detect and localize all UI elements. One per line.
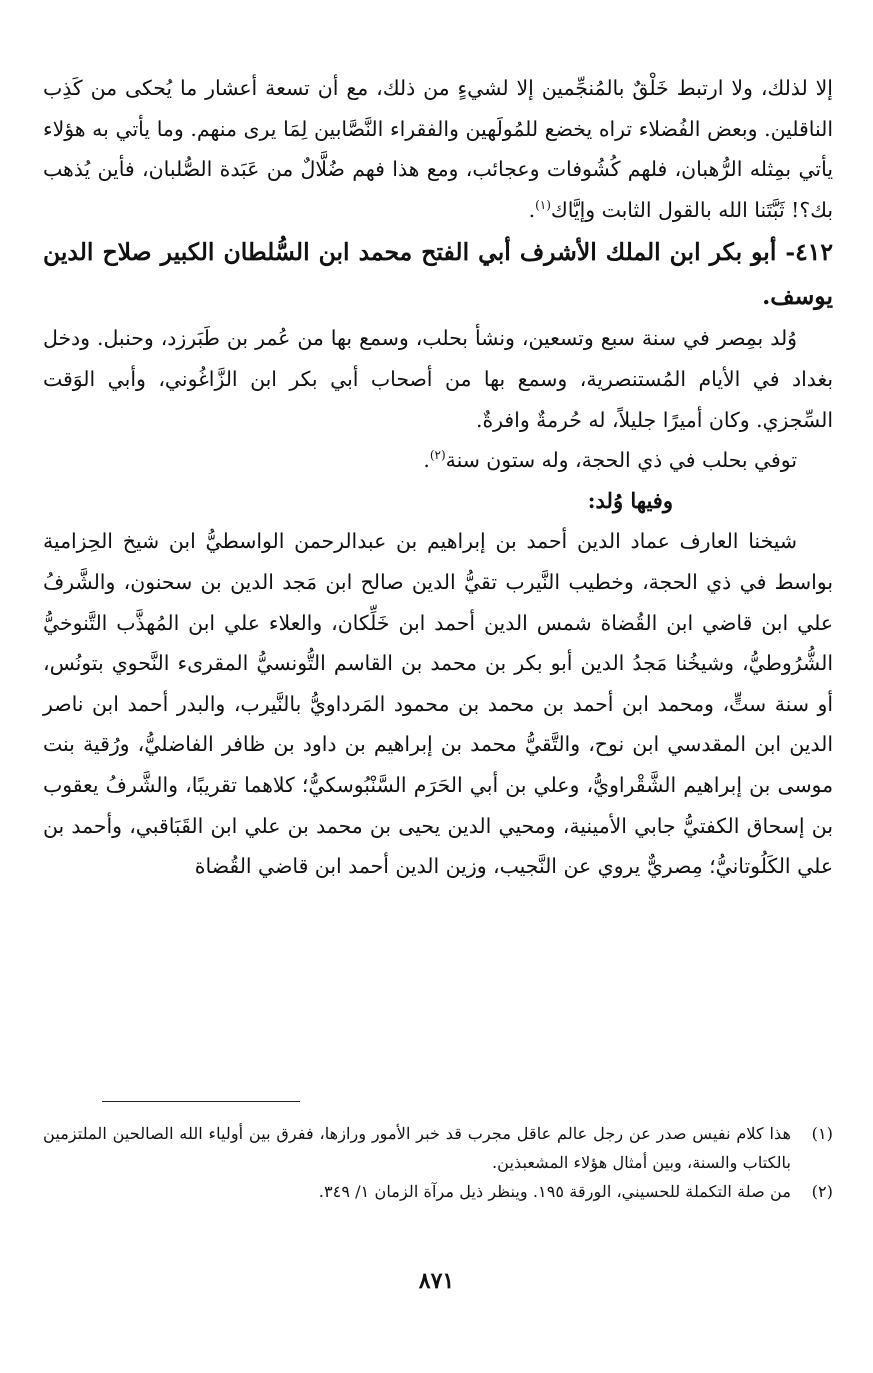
footnote-text: من صلة التكملة للحسيني، الورقة ١٩٥. وينظر ذيل مرآة الزمان ١/ ٣٤٩. [318, 1182, 791, 1201]
text-line: النَّصَّابين لِمَا يرى منهم. وما يأتي به هؤلاء يأتي بمِثله الرُّهبان، فلهم كُشُوفات [43, 116, 833, 182]
main-text [43, 68, 833, 887]
footnote-text: هذا كلام نفيس صدر عن رجل عالم عاقل مجرب قد خبر الأمور ورازها، ففرق بين أولياء الله الصالحين الملتزمين بالكتاب والسنة، وبين أمثال هؤلاء المشعبذين. [43, 1124, 791, 1172]
footnote-number: (١) [811, 1124, 833, 1143]
death-note: توفي بحلب في ذي الحجة، وله ستون سنة [445, 448, 797, 473]
footnote-2 [43, 1177, 833, 1206]
paragraph-3 [43, 440, 833, 481]
sub-heading: وفيها وُلد: [587, 487, 673, 513]
paragraph-1 [43, 68, 833, 230]
paragraph-2: وُلد بمِصر في سنة سبع وتسعين، ونشأ بحلب، وسمع بها من عُمر بن طَبَرزد، وحنبل. ودخل بغداد في الأيام المُستنصرية، وسمع بها من أصحاب أبي بكر ابن الزَّاغُوني، وأبي الوَقت السِّجزي. وكان أميرًا جليلاً، له حُرمةٌ وافرةٌ. [43, 326, 833, 432]
paragraph-4: شيخنا العارف عماد الدين أحمد بن إبراهيم بن عبدالرحمن الواسطيُّ ابن شيخ الحِزامية بواسط في ذي الحجة، وخطيب النَّيرب تقيُّ الدين صالح ابن مَجد الدين بن سحنون، والشَّرفُ علي ابن قاضي ابن القُضاة شمس الدين أحمد ابن خَلِّكان، والعلاء علي ابن المُهذَّب التَّنوخيُّ الشُّرُوطيُّ، وشيخُنا مَجدُ الدين أبو بكر بن محمد بن القاسم التُّونسيُّ المقرىء النَّحوي بتونُس، أو سنة ستٍّ، ومحمد ابن أحمد بن محمد بن محمود المَرداويُّ بالنَّيرب، والبدر أحمد ابن ناصر الدين ابن المقدسي ابن نوح، والتَّقيُّ محمد بن إبراهيم بن داود بن ظافر الفاضليُّ، ورُقية بنت موسى بن إبراهيم الشَّقْراويُّ، وعلي بن أبي الحَرَم السَّنْبُوسكيُّ؛ كلاهما تقريبًا، والشَّرفُ يعقوب بن إسحاق الكفتيُّ جابي الأمينية، ومحيي الدين يحيى بن محمد بن علي ابن القَبَاقبي، وأحمد بن علي الكَلُوتانيُّ؛ مِصريٌّ يروي عن النَّجيب، وزين الدين أحمد ابن قاضي القُضاة [43, 529, 833, 879]
entry-heading: ٤١٢- أبو بكر ابن الملك الأشرف أبي الفتح محمد ابن السُّلطان الكبير صلاح الدين يوسف. [43, 238, 833, 311]
text-line: وعجائب، ومع هذا فهم ضُلَّالٌ من عَبَدة الصُّلبان، فأين يُذهب بك؟! ثَبَّتَنا الله [43, 157, 833, 222]
footnotes [43, 1119, 833, 1206]
text-line: ما يُحكى من كَذِب الناقلين. وبعض الفُضلاء تراه يخضع للمُولَهين والفقراء [43, 76, 833, 141]
period: . [423, 448, 430, 473]
page-number: ٨٧١ [418, 1268, 455, 1294]
footnote-1 [43, 1119, 833, 1177]
footnote-number: (٢) [811, 1182, 833, 1201]
text-line: إلا لذلك، ولا ارتبط خَلْقٌ بالمُنجِّمين إلا لشيءٍ من ذلك، مع أن تسعة أعشار [205, 76, 833, 100]
period: . [528, 197, 536, 222]
footnote-ref[interactable]: (١) [535, 197, 551, 212]
footnote-ref[interactable]: (٢) [429, 448, 446, 463]
separator-line [102, 1101, 300, 1102]
text-line: بالقول الثابت وإيَّاك [550, 197, 712, 222]
